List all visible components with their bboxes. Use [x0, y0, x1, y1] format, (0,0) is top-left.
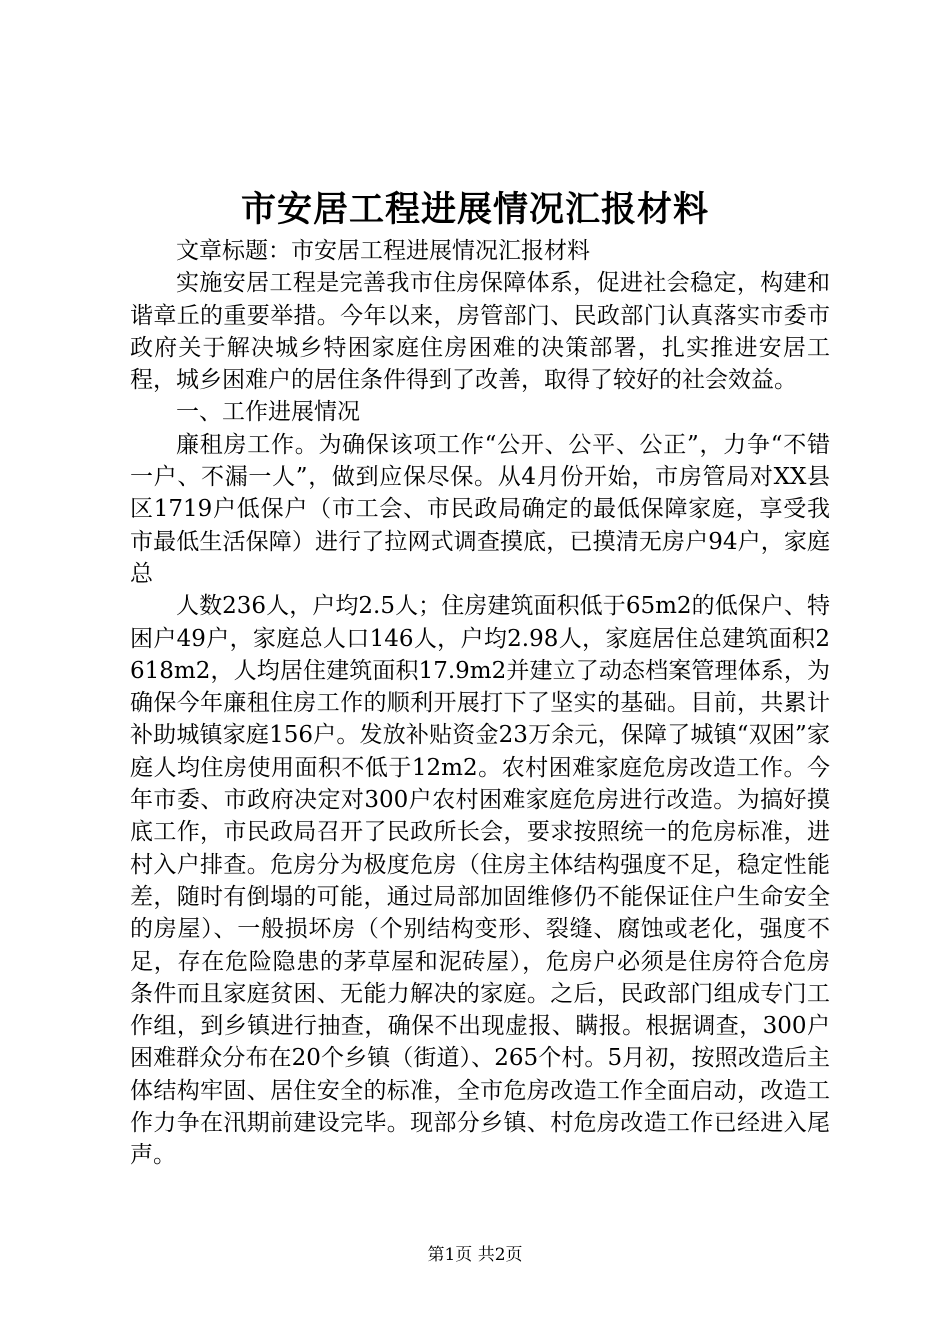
intro-paragraph: 实施安居工程是完善我市住房保障体系，促进社会稳定，构建和谐章丘的重要举措。今年以来，房管部门、民政部门认真落实市委市政府关于解决城乡特困家庭住房困难的决策部署，扎实推进安居工程，城乡困难户的居住条件得到了改善，取得了较好的社会效益。: [130, 270, 830, 394]
body-paragraph-details: 人数236人，户均2.5人；住房建筑面积低于65m2的低保户、特困户49户，家庭总人口146人，户均2.98人，家庭居住总建筑面积2618m2，人均居住建筑面积17.9m2并建立了动态档案管理体系，为确保今年廉租住房工作的顺利开展打下了坚实的基础。目前，共累计补助城镇家庭156户。发放补贴资金23万余元，保障了城镇“双困”家庭人均住房使用面积不低于12m2。农村困难家庭危房改造工作。今年市委、市政府决定对300户农村困难家庭危房进行改造。为搞好摸底工作，市民政局召开了民政所长会，要求按照统一的危房标准，进村入户排查。危房分为极度危房（住房主体结构强度不足，稳定性能差，随时有倒塌的可能，通过局部加固维修仍不能保证住户生命安全的房屋）、一般损坏房（个别结构变形、裂缝、腐蚀或老化，强度不足，存在危险隐患的茅草屋和泥砖屋），危房户必须是住房符合危房条件而且家庭贫困、无能力解决的家庭。之后，民政部门组成专门工作组，到乡镇进行抽查，确保不出现虚报、瞒报。根据调查，300户困难群众分布在20个乡镇（街道）、265个村。5月初，按照改造后主体结构牢固、居住安全的标准，全市危房改造工作全面启动，改造工作力争在汛期前建设完毕。现部分乡镇、村危房改造工作已经进入尾声。: [130, 593, 830, 1169]
document-body: [130, 235, 830, 1172]
article-title-line: 文章标题：市安居工程进展情况汇报材料: [176, 238, 590, 264]
page-number-footer: 第1页 共2页: [427, 1245, 523, 1265]
body-paragraph-lowrent: 廉租房工作。为确保该项工作“公开、公平、公正”，力争“不错一户、不漏一人”，做到应保尽保。从4月份开始，市房管局对XX县区1719户低保户（市工会、市民政局确定的最低保障家庭，享受我市最低生活保障）进行了拉网式调查摸底，已摸清无房户94户，家庭总: [130, 431, 830, 587]
document-title: 市安居工程进展情况汇报材料: [240, 189, 709, 230]
section-heading: 一、工作进展情况: [176, 399, 360, 426]
